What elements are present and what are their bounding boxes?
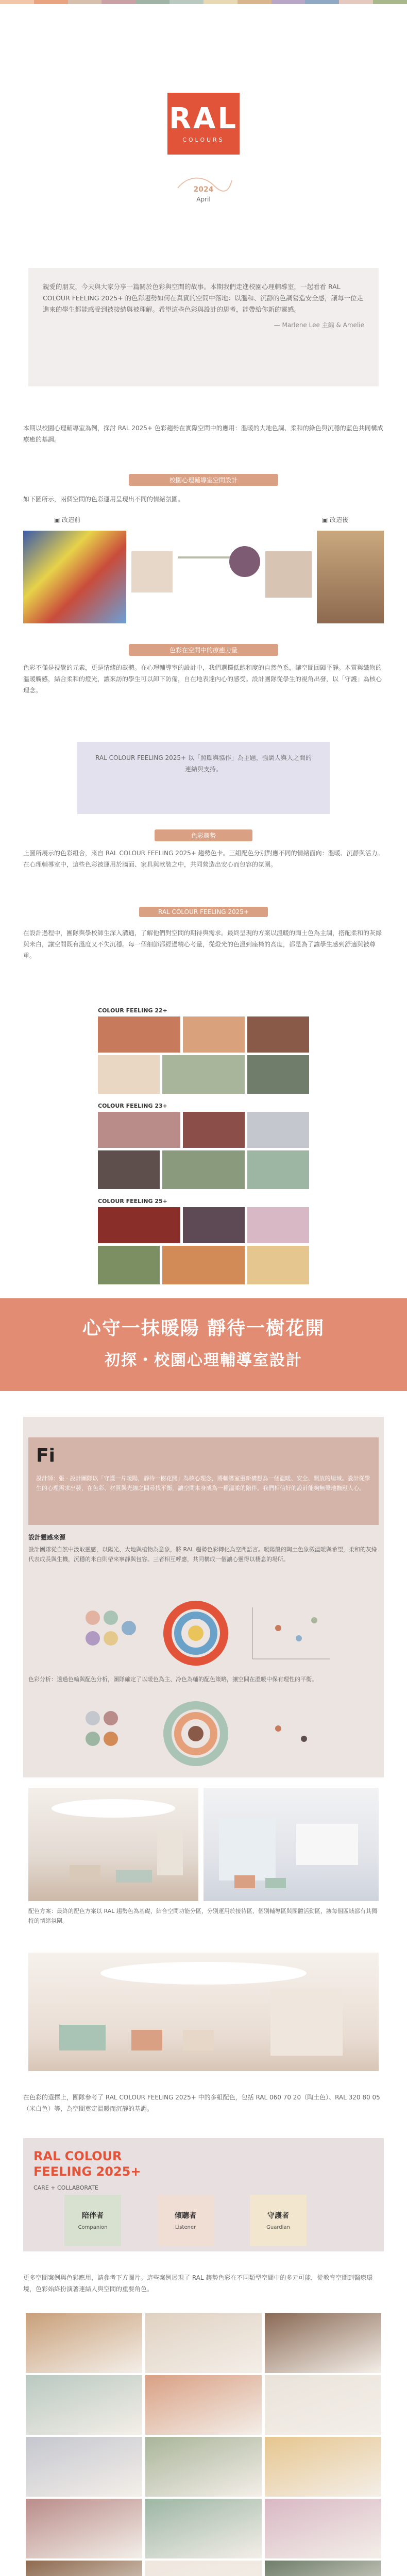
cf-swatch [162,1246,245,1284]
cf-grid-0 [98,1016,309,1094]
top-colour-stripe [0,0,407,4]
grid-photo [145,2499,262,2558]
cf-swatch [247,1207,309,1243]
issue-date: 2024 April [170,170,237,216]
cf-swatch [98,1150,160,1189]
before-photo [23,531,126,623]
paragraph-6: 更多空間案例與色彩應用，請參考下方圖片。這些案例展現了 RAL 趨勢色彩在不同類型空間中的多元可能，從教育空間到醫療環境，色彩始終扮演著連結人與空間的重要角色。 [23,2274,373,2293]
grid-photo [265,2313,381,2373]
rcf-title: RAL COLOUR FEELING 2025+ [33,2149,141,2179]
transform-circle [229,546,260,577]
section-pill-4: RAL COLOUR FEELING 2025+ [139,907,268,917]
grid-photo [26,2437,142,2497]
rcf-card [23,2138,384,2251]
ral-logo: RAL COLOURS [167,93,240,155]
intro-box [28,268,379,386]
cf-swatch [98,1112,180,1148]
before-photo-small [131,551,173,592]
cf-swatch [183,1112,245,1148]
grid-photo [265,2561,381,2576]
colour-analysis-diagram-1 [62,1597,345,1669]
room-render-1 [28,1788,198,1901]
hero-line-2: 初探・校園心理輔導室設計 [105,1351,302,1369]
cf-swatch [183,1016,245,1053]
after-photo [317,531,384,623]
grid-photo [145,2561,262,2576]
paragraph-4: 在設計過程中，團隊與學校師生深入溝通，了解他們對空間的期待與需求。最終呈現的方案以溫暖的陶土色為主調，搭配柔和的灰綠與米白，讓空間既有溫度又不失沉穩。每一個細節都經過精心考量，從燈光的色溫到座椅的高度，都是為了讓學生感到舒適與被尊重。 [23,929,382,959]
hero-line-1: 心守一抹暖陽 靜待一樹花開 [82,1318,325,1339]
grid-photo [265,2375,381,2435]
hero-banner [0,1298,407,1391]
cf-swatch [162,1150,245,1189]
colour-feeling-grids [98,1007,309,1285]
room-render-3 [28,1953,379,2071]
cf-swatch [247,1246,309,1284]
grid-photo [26,2561,142,2576]
paragraph-3: 上圖所展示的色彩組合，來自 RAL COLOUR FEELING 2025+ 趨勢色卡。三組配色分別對應不同的情緒面向：溫暖、沉靜與活力。在心理輔導室中，這些色彩被運用於牆面、家具與軟裝之中，共同營造出安心而包容的氛圍。 [23,850,384,868]
cf-swatch [98,1055,160,1094]
decorative-swirl-icon [173,173,234,193]
studio-text: 設計師：張 · 設計團隊以「守護一片暖陽，靜待一樹花開」為核心理念，將輔導室重新構想為一個溫暖、安全、開放的場域。設計從學生的心理需求出發，在色彩、材質與光線之間尋找平衡，讓空間本身成為一種溫柔的陪伴。我們相信好的設計能夠無聲地撫慰人心。 [36,1475,370,1492]
cf-swatch [98,1016,180,1053]
after-photo-small [265,551,312,598]
cf-swatch [162,1055,245,1094]
cf-grid-1 [98,1112,309,1189]
cf-swatch [247,1016,309,1053]
rcf-item-1: 傾聽者 Listener [157,2195,214,2246]
cf-swatch [247,1150,309,1189]
after-label: ▣ 改造後 [322,516,349,523]
grid-photo [145,2437,262,2497]
pill1-caption: 如下圖所示，兩個空間的色彩運用呈現出不同的情緒氛圍。 [23,496,184,503]
studio-logo: Fi [36,1445,55,1466]
cf-swatch [98,1207,180,1243]
intro-text: 親愛的朋友，今天與大家分享一篇關於色彩與空間的故事。本期我們走進校園心理輔導室，一起看看 RAL COLOUR FEELING 2025+ 的色彩趨勢如何在真實的空間中落地：以溫和、沉靜的色調營造安全感，讓每一位走進來的學生都能感受到被接納與被理解。希望這些色彩與設計的思考，能帶給你新的靈感。 [43,283,364,313]
grid-photo [145,2375,262,2435]
grid-photo [265,2499,381,2558]
grid-photo [26,2499,142,2558]
cf-swatch [183,1207,245,1243]
studio-intro-box [28,1437,379,1525]
wheel-dots-1 [86,1611,136,1646]
cf-title-0: COLOUR FEELING 22+ [98,1007,167,1014]
rcf-item-2: 守護者 Guardian [250,2195,307,2246]
cf-swatch [247,1112,309,1148]
photo-grid [26,2313,381,2576]
inspiration-text: 設計團隊從自然中汲取靈感，以陽光、大地與植物為意象，將 RAL 趨勢色彩轉化為空間語言。暖陽般的陶土色象徵溫暖與希望，柔和的灰綠代表成長與生機，沉穩的米白則帶來寧靜與包容。三者相互呼應，共同構成一個讓心靈得以棲息的場所。 [28,1546,377,1563]
before-label: ▣ 改造前 [54,516,81,523]
rcf-sub: CARE + COLLABORATE [33,2184,98,2191]
analysis-text-2: 配色方案：最終的配色方案以 RAL 趨勢色為基礎，結合空間功能分區，分別運用於接待區、個別輔導區與團體活動區，讓每個區域都有其獨特的情緒氛圍。 [28,1908,377,1924]
grid-photo [26,2375,142,2435]
grid-photo [145,2313,262,2373]
lavender-quote: RAL COLOUR FEELING 2025+ 以「照顧與協作」為主題，強調人與人之間的連結與支持。 [77,742,330,814]
cf-grid-2 [98,1207,309,1284]
analysis-text-1: 色彩分析：透過色輪與配色分析，團隊確定了以暖色為主、冷色為輔的配色策略，讓空間在溫暖中保有理性的平衡。 [28,1676,317,1683]
section-pill-3: 色彩趨勢 [155,829,252,841]
colour-analysis-diagram-2 [62,1700,345,1767]
section-pill-2: 色彩在空間中的療癒力量 [129,644,278,656]
cf-title-2: COLOUR FEELING 25+ [98,1198,167,1205]
paragraph-5: 在色彩的選擇上，團隊參考了 RAL COLOUR FEELING 2025+ 中的多組配色，包括 RAL 060 70 20（陶土色）、RAL 320 80 05（米白色）等，為空間奠定溫暖而沉靜的基調。 [23,2094,380,2112]
cf-swatch [247,1055,309,1094]
cf-title-1: COLOUR FEELING 23+ [98,1103,167,1109]
grid-photo [265,2437,381,2497]
inspiration-label: 設計靈感來源 [28,1534,66,1541]
section-pill-1: 校園心理輔導室空間設計 [129,474,278,486]
rcf-item-0: 陪伴者 Companion [64,2195,121,2246]
paragraph-1: 本期以校園心理輔導室為例，探討 RAL 2025+ 色彩趨勢在實際空間中的應用：溫暖的大地色調、柔和的綠色與沉穩的藍色共同構成療癒的基調。 [23,425,383,443]
before-after-section [23,515,384,634]
cf-swatch [98,1246,160,1284]
room-render-2 [204,1788,379,1901]
grid-photo [26,2313,142,2373]
intro-signature: — Marlene Lee 主編 & Amelie [274,321,364,329]
paragraph-2: 色彩不僅是視覺的元素，更是情緒的載體。在心理輔導室的設計中，我們選擇低飽和度的自然色系，讓空間回歸平靜。木質與織物的溫暖觸感，結合柔和的燈光，讓來訪的學生可以卸下防備，自在地表達內心的感受。設計團隊從學生的視角出發，以「守護」為核心理念。 [23,664,382,694]
